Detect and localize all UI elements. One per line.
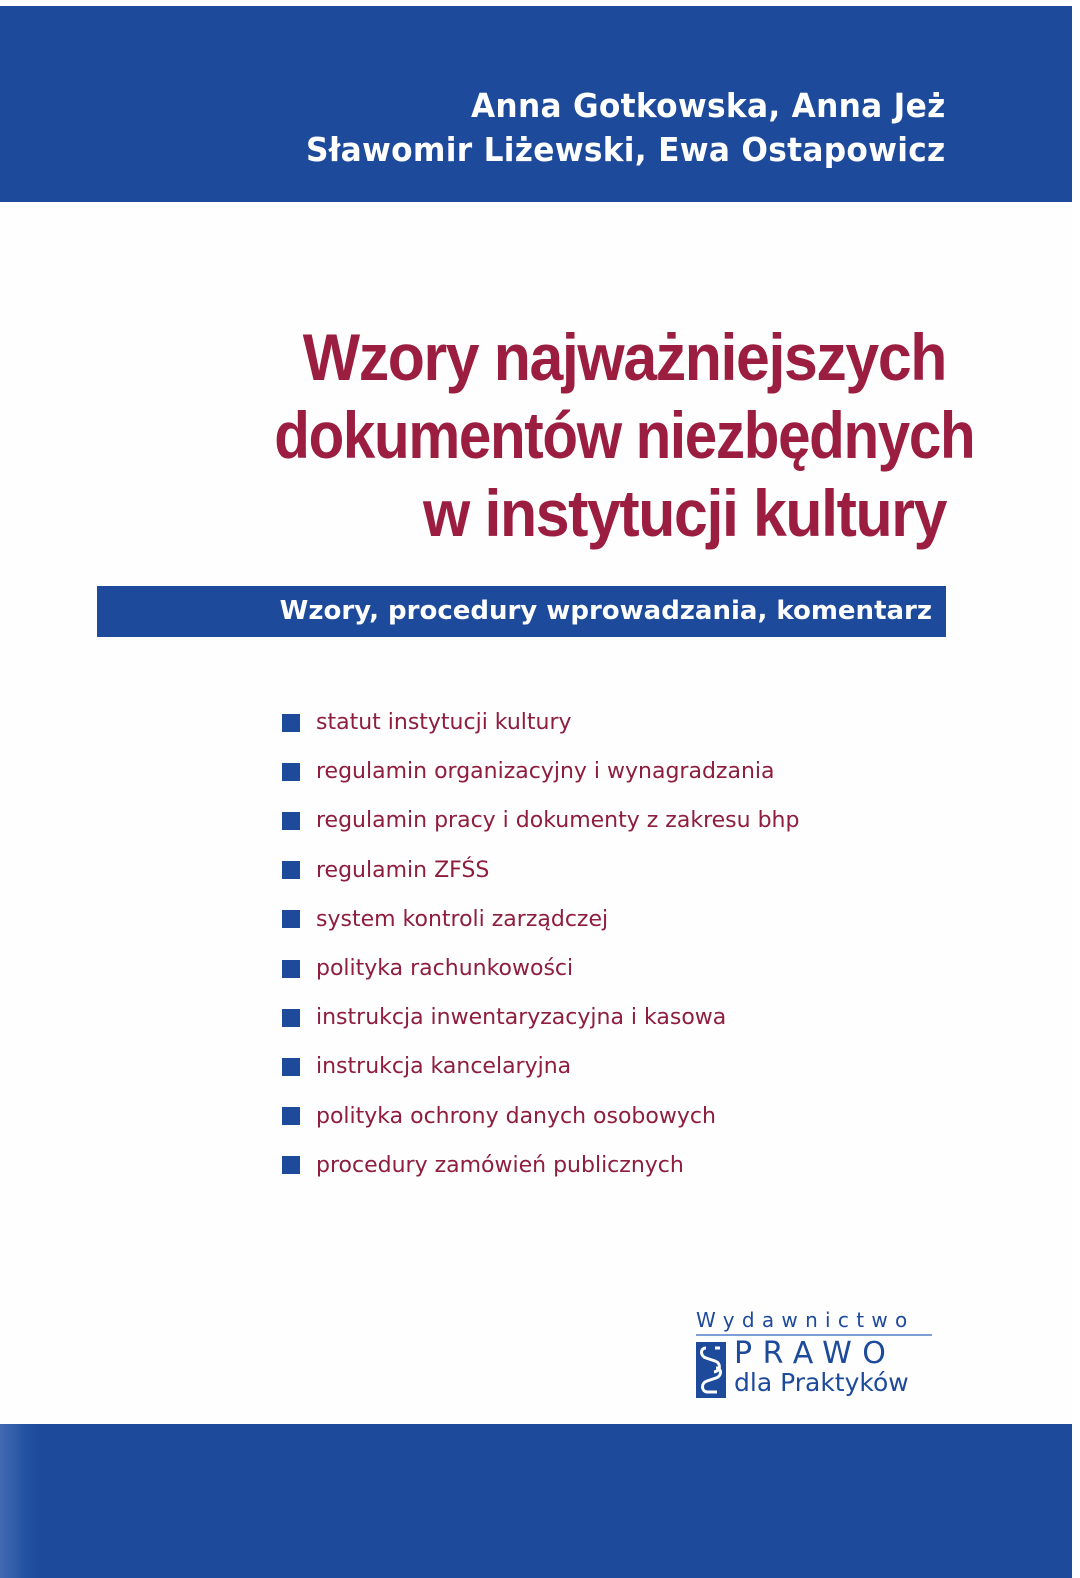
list-item [282,1092,799,1141]
list-item [282,747,799,796]
list-item [282,796,799,845]
spine-shade [0,1424,40,1578]
list-item [282,698,799,747]
square-bullet-icon [282,763,300,781]
list-item [282,846,799,895]
book-title [186,318,975,552]
list-item [282,1042,799,1091]
list-item-label: system kontroli zarządczej [316,906,609,932]
square-bullet-icon [282,910,300,928]
publisher-name: PRAWO [734,1336,897,1371]
contents-list [282,698,799,1190]
square-bullet-icon [282,960,300,978]
title-line-2: dokumentów niezbędnych [274,398,975,472]
square-bullet-icon [282,714,300,732]
list-item [282,944,799,993]
square-bullet-icon [282,1058,300,1076]
list-item [282,993,799,1042]
bottom-blue-band [0,1424,1072,1578]
authors-line-1: Anna Gotkowska, Anna Jeż [471,86,946,125]
subtitle: Wzory, procedury wprowadzania, komentarz [279,596,932,626]
list-item [282,1141,799,1190]
subtitle-bar [97,586,946,637]
square-bullet-icon [282,1107,300,1125]
title-line-1: Wzory najważniejszych [302,320,946,394]
list-item [282,895,799,944]
list-item-label: regulamin organizacyjny i wynagradzania [316,759,775,785]
list-item-label: instrukcja kancelaryjna [316,1054,572,1080]
page-edge [1072,0,1080,1578]
publisher-subtitle: dla Praktyków [734,1368,909,1397]
publisher-logo [696,1308,932,1400]
square-bullet-icon [282,812,300,830]
title-line-3: w instytucji kultury [423,476,946,550]
publisher-top-label: Wydawnictwo [696,1308,915,1332]
list-item-label: procedury zamówień publicznych [316,1152,684,1178]
square-bullet-icon [282,1156,300,1174]
list-item-label: instrukcja inwentaryzacyjna i kasowa [316,1005,727,1031]
square-bullet-icon [282,861,300,879]
authors-block [270,84,946,172]
list-item-label: polityka ochrony danych osobowych [316,1103,716,1129]
list-item-label: regulamin pracy i dokumenty z zakresu bhp [316,808,800,834]
authors-line-2: Sławomir Liżewski, Ewa Ostapowicz [306,130,946,169]
square-bullet-icon [282,1009,300,1027]
list-item-label: statut instytucji kultury [316,710,572,736]
section-sign-logo-icon [696,1342,726,1398]
list-item-label: regulamin ZFŚS [316,857,490,883]
list-item-label: polityka rachunkowości [316,956,574,982]
